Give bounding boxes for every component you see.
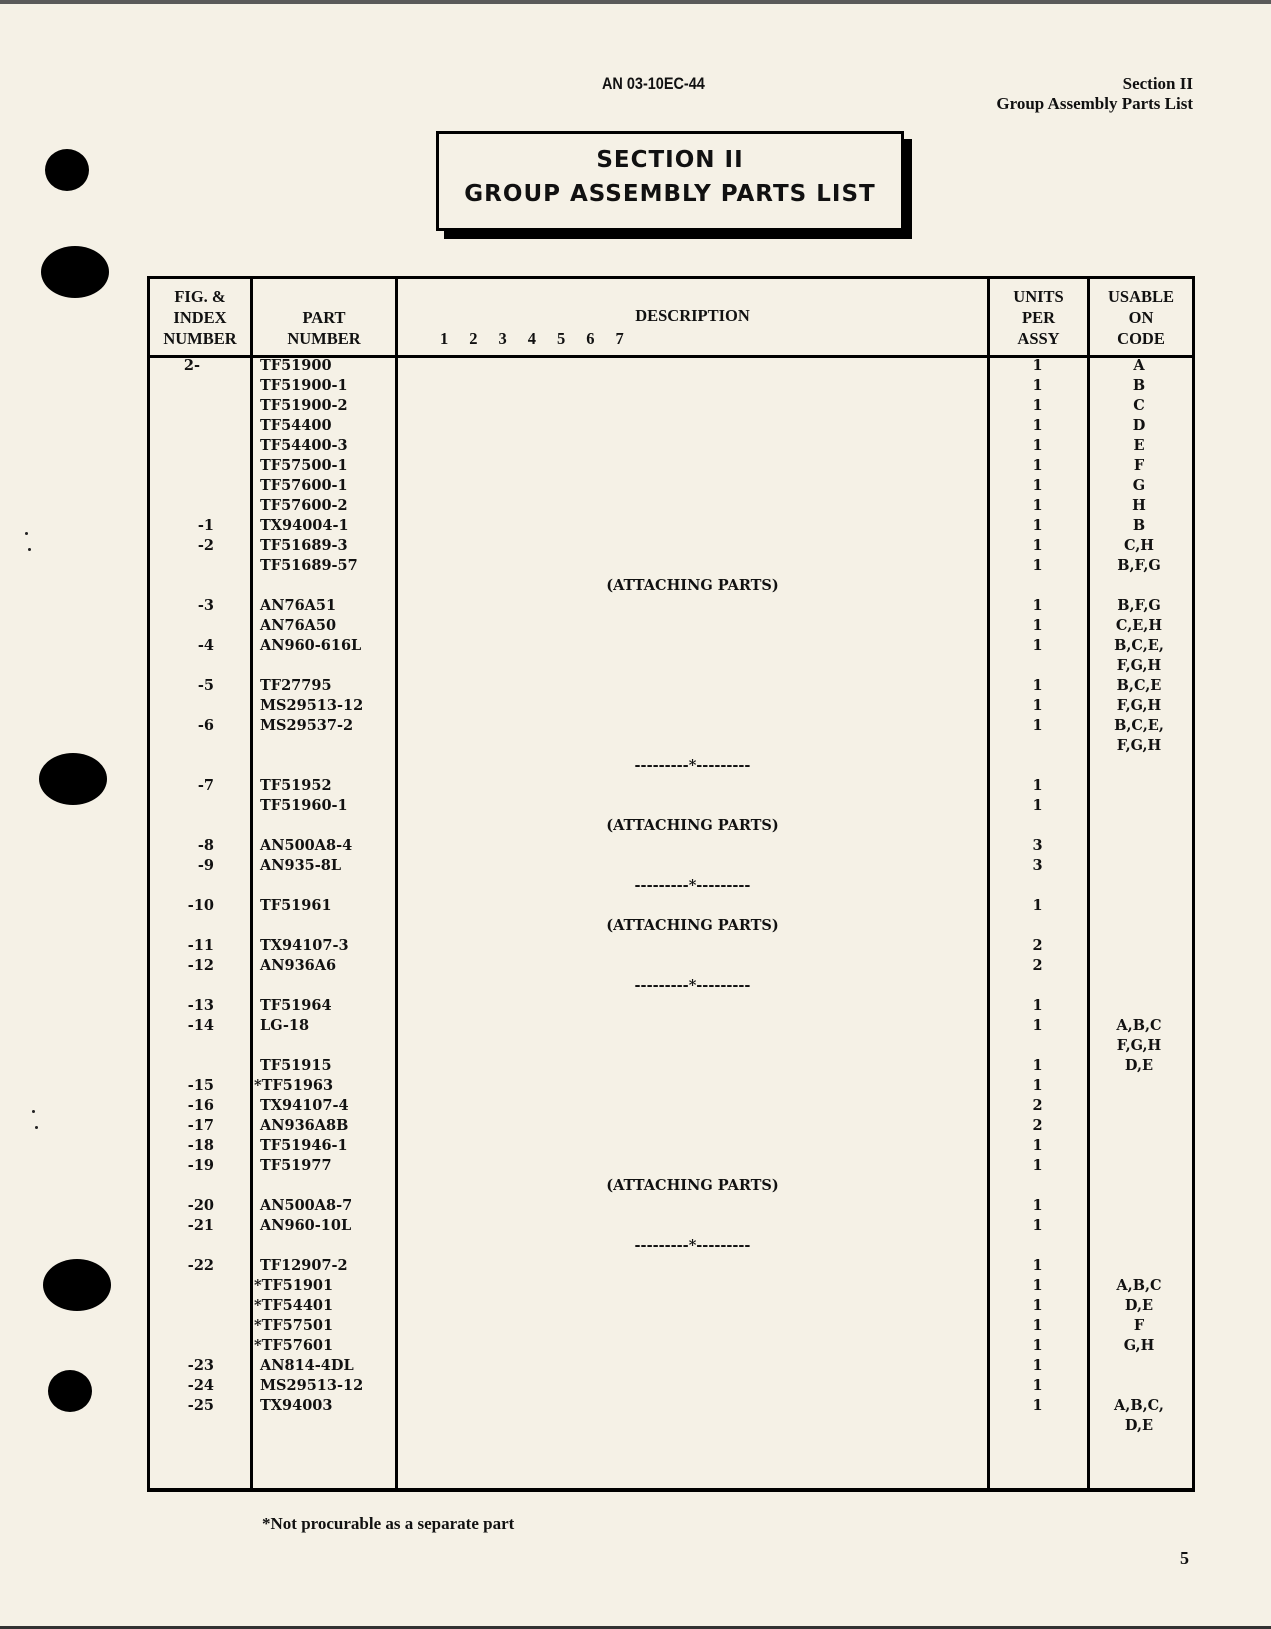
- header-text: NUMBER: [163, 329, 237, 348]
- index-number: -12: [187, 957, 214, 974]
- units-per-assy: 1: [1032, 557, 1043, 574]
- scan-top-edge: [0, 0, 1271, 4]
- part-number: *TF51963: [254, 1077, 334, 1094]
- table-row: [150, 436, 1192, 456]
- usable-on-code: H: [1132, 497, 1146, 514]
- index-number: -15: [187, 1077, 214, 1094]
- usable-on-code: A,B,C: [1116, 1017, 1162, 1034]
- separator-line: ---------*---------: [634, 977, 751, 994]
- scan-speck: [35, 1126, 38, 1129]
- units-per-assy: 1: [1032, 1257, 1043, 1274]
- binder-hole-icon: [43, 1259, 111, 1311]
- separator-row: [150, 1236, 1192, 1256]
- units-per-assy: 1: [1032, 897, 1043, 914]
- section-label: Section II: [1122, 74, 1193, 93]
- table-row: [150, 416, 1192, 436]
- header-text: USABLE: [1107, 287, 1175, 306]
- table-row: [150, 1336, 1192, 1356]
- units-per-assy: 2: [1032, 957, 1043, 974]
- part-number: TF51915: [260, 1057, 332, 1074]
- table-row: [150, 396, 1192, 416]
- units-per-assy: 1: [1032, 677, 1043, 694]
- table-row: [150, 936, 1192, 956]
- table-row: [150, 476, 1192, 496]
- title-line-1: SECTION II: [596, 147, 744, 173]
- attaching-parts-note: [150, 1176, 1192, 1196]
- part-number: AN960-616L: [260, 637, 362, 654]
- units-per-assy: 1: [1032, 1357, 1043, 1374]
- index-number: -19: [187, 1157, 214, 1174]
- table-row: [150, 736, 1192, 756]
- usable-on-code: F,G,H: [1116, 1037, 1162, 1054]
- attaching-parts-label: (ATTACHING PARTS): [606, 1177, 779, 1194]
- index-number: -6: [197, 717, 214, 734]
- units-per-assy: 1: [1032, 637, 1043, 654]
- table-row: [150, 836, 1192, 856]
- table-row: [150, 896, 1192, 916]
- attaching-parts-label: (ATTACHING PARTS): [606, 817, 779, 834]
- usable-on-code: B: [1132, 377, 1146, 394]
- index-number: -18: [187, 1137, 214, 1154]
- table-row: [150, 1096, 1192, 1116]
- part-number: AN960-10L: [260, 1217, 352, 1234]
- table-row: [150, 796, 1192, 816]
- header-text: INDEX: [173, 308, 227, 327]
- units-per-assy: 1: [1032, 697, 1043, 714]
- table-row: [150, 716, 1192, 736]
- separator-line: ---------*---------: [634, 757, 751, 774]
- part-number: MS29513-12: [260, 1377, 364, 1394]
- table-row: [150, 616, 1192, 636]
- units-per-assy: 1: [1032, 597, 1043, 614]
- index-number: -5: [197, 677, 214, 694]
- table-row: [150, 536, 1192, 556]
- part-number: TF57600-2: [260, 497, 348, 514]
- table-row: [150, 556, 1192, 576]
- header-description: [398, 279, 987, 355]
- table-row: [150, 656, 1192, 676]
- index-number: -24: [187, 1377, 214, 1394]
- units-per-assy: 1: [1032, 437, 1043, 454]
- table-row: [150, 856, 1192, 876]
- indent-level: 1: [440, 329, 449, 348]
- units-per-assy: 3: [1032, 837, 1043, 854]
- units-per-assy: 1: [1032, 997, 1043, 1014]
- index-number: -3: [197, 597, 214, 614]
- table-row: [150, 1116, 1192, 1136]
- units-per-assy: 1: [1032, 537, 1043, 554]
- table-row: [150, 1296, 1192, 1316]
- table-row: [150, 1156, 1192, 1176]
- usable-on-code: G: [1132, 477, 1146, 494]
- table-row: [150, 676, 1192, 696]
- attaching-parts-note: [150, 816, 1192, 836]
- units-per-assy: 1: [1032, 1157, 1043, 1174]
- units-per-assy: 1: [1032, 1017, 1043, 1034]
- binder-hole-icon: [48, 1370, 92, 1412]
- indent-level: 5: [557, 329, 566, 348]
- units-per-assy: 1: [1032, 1297, 1043, 1314]
- units-per-assy: 3: [1032, 857, 1043, 874]
- units-per-assy: 1: [1032, 477, 1043, 494]
- table-row: [150, 1016, 1192, 1036]
- part-number: TF12907-2: [260, 1257, 348, 1274]
- part-number: TF54400: [260, 417, 332, 434]
- attaching-parts-note: [150, 576, 1192, 596]
- part-number: AN935-8L: [260, 857, 342, 874]
- part-number: TX94004-1: [260, 517, 349, 534]
- usable-on-code: C: [1133, 397, 1145, 414]
- units-per-assy: 1: [1032, 1377, 1043, 1394]
- usable-on-code: D,E: [1124, 1417, 1154, 1434]
- table-row: [150, 376, 1192, 396]
- usable-on-code: B,C,E,: [1114, 717, 1164, 734]
- indent-level: 7: [615, 329, 624, 348]
- index-number: -23: [187, 1357, 214, 1374]
- index-number: -22: [187, 1257, 214, 1274]
- part-number: *TF57601: [254, 1337, 334, 1354]
- header-text: UNITS: [1013, 287, 1064, 306]
- table-row: [150, 516, 1192, 536]
- usable-on-code: F: [1133, 457, 1145, 474]
- table-row: [150, 456, 1192, 476]
- part-number: TF57500-1: [260, 457, 348, 474]
- usable-on-code: B,F,G: [1117, 597, 1161, 614]
- table-row: [150, 1396, 1192, 1416]
- usable-on-code: B,C,E: [1116, 677, 1162, 694]
- header-index-number: [150, 279, 250, 355]
- attaching-parts-label: (ATTACHING PARTS): [606, 577, 779, 594]
- usable-on-code: B: [1132, 517, 1146, 534]
- part-number: TF57600-1: [260, 477, 348, 494]
- header-text: PART: [302, 308, 346, 327]
- units-per-assy: 1: [1032, 1077, 1043, 1094]
- usable-on-code: B,F,G: [1117, 557, 1161, 574]
- units-per-assy: 1: [1032, 417, 1043, 434]
- table-row: [150, 696, 1192, 716]
- part-number: TF51900-1: [260, 377, 348, 394]
- units-per-assy: 2: [1032, 1097, 1043, 1114]
- scan-speck: [28, 548, 31, 551]
- units-per-assy: 1: [1032, 797, 1043, 814]
- index-number: -8: [197, 837, 214, 854]
- usable-on-code: G,H: [1123, 1337, 1155, 1354]
- table-row: [150, 356, 1192, 376]
- part-number: AN500A8-7: [260, 1197, 353, 1214]
- part-number: TF51977: [260, 1157, 332, 1174]
- table-row: [150, 1316, 1192, 1336]
- units-per-assy: 1: [1032, 497, 1043, 514]
- attaching-parts-note: [150, 916, 1192, 936]
- part-number: TX94107-3: [260, 937, 349, 954]
- indent-level-numbers: [440, 328, 987, 349]
- units-per-assy: 1: [1032, 617, 1043, 634]
- part-number: TF54400-3: [260, 437, 348, 454]
- index-number: 2-: [183, 357, 200, 374]
- part-number: TF51952: [260, 777, 332, 794]
- table-row: [150, 1036, 1192, 1056]
- part-number: *TF54401: [254, 1297, 334, 1314]
- header-text: ON: [1128, 308, 1154, 327]
- parts-list-table: [147, 276, 1195, 1492]
- usable-on-code: A,B,C,: [1114, 1397, 1164, 1414]
- index-number: -11: [187, 937, 214, 954]
- index-number: -9: [197, 857, 214, 874]
- units-per-assy: 1: [1032, 357, 1043, 374]
- header-part-number: [253, 279, 395, 355]
- part-number: TF51689-3: [260, 537, 348, 554]
- table-row: [150, 956, 1192, 976]
- units-per-assy: 1: [1032, 1277, 1043, 1294]
- attaching-parts-label: (ATTACHING PARTS): [606, 917, 779, 934]
- usable-on-code: F,G,H: [1116, 737, 1162, 754]
- scan-speck: [25, 532, 28, 535]
- indent-level: 2: [469, 329, 478, 348]
- index-number: -4: [197, 637, 214, 654]
- title-line-2: GROUP ASSEMBLY PARTS LIST: [464, 181, 876, 207]
- table-row: [150, 1056, 1192, 1076]
- part-number: TF51689-57: [260, 557, 358, 574]
- units-per-assy: 1: [1032, 1217, 1043, 1234]
- units-per-assy: 1: [1032, 1057, 1043, 1074]
- header-text: PER: [1022, 308, 1055, 327]
- table-row: [150, 1136, 1192, 1156]
- usable-on-code: A,B,C: [1116, 1277, 1162, 1294]
- usable-on-code: D: [1132, 417, 1146, 434]
- usable-on-code: C,H: [1123, 537, 1155, 554]
- part-number: AN76A51: [260, 597, 337, 614]
- header-usable-on-code: [1090, 279, 1192, 355]
- separator-line: ---------*---------: [634, 877, 751, 894]
- binder-hole-icon: [39, 753, 107, 805]
- table-row: [150, 1276, 1192, 1296]
- index-number: -17: [187, 1117, 214, 1134]
- table-row: [150, 1356, 1192, 1376]
- usable-on-code: E: [1133, 437, 1145, 454]
- usable-on-code: C,E,H: [1115, 617, 1163, 634]
- binder-hole-icon: [45, 149, 89, 191]
- part-number: AN814-4DL: [260, 1357, 354, 1374]
- table-row: [150, 496, 1192, 516]
- part-number: TF51900-2: [260, 397, 348, 414]
- indent-level: 6: [586, 329, 595, 348]
- part-number: TX94107-4: [260, 1097, 349, 1114]
- binder-hole-icon: [41, 246, 109, 298]
- index-number: -21: [187, 1217, 214, 1234]
- index-number: -13: [187, 997, 214, 1014]
- page-number: 5: [1180, 1548, 1189, 1568]
- running-header: [996, 74, 1193, 114]
- part-number: AN76A50: [260, 617, 337, 634]
- index-number: -16: [187, 1097, 214, 1114]
- index-number: -2: [197, 537, 214, 554]
- header-text: DESCRIPTION: [635, 306, 750, 325]
- table-row: [150, 1076, 1192, 1096]
- part-number: *TF57501: [254, 1317, 334, 1334]
- section-title-box: [436, 131, 904, 231]
- units-per-assy: 1: [1032, 517, 1043, 534]
- usable-on-code: F,G,H: [1116, 697, 1162, 714]
- part-number: TX94003: [260, 1397, 333, 1414]
- units-per-assy: 1: [1032, 717, 1043, 734]
- part-number: TF51960-1: [260, 797, 348, 814]
- table-row: [150, 596, 1192, 616]
- usable-on-code: D,E: [1124, 1057, 1154, 1074]
- header-text: ASSY: [1017, 329, 1060, 348]
- section-title: Group Assembly Parts List: [996, 94, 1193, 113]
- units-per-assy: 1: [1032, 777, 1043, 794]
- table-row: [150, 996, 1192, 1016]
- table-row: [150, 1376, 1192, 1396]
- part-number: *TF51901: [254, 1277, 334, 1294]
- header-text: NUMBER: [287, 329, 361, 348]
- index-number: -10: [187, 897, 214, 914]
- part-number: TF51964: [260, 997, 332, 1014]
- part-number: TF51961: [260, 897, 332, 914]
- table-row: [150, 1256, 1192, 1276]
- usable-on-code: A: [1133, 357, 1145, 374]
- indent-level: 4: [527, 329, 536, 348]
- footnote: *Not procurable as a separate part: [262, 1514, 515, 1533]
- units-per-assy: 1: [1032, 1337, 1043, 1354]
- header-text: FIG. &: [174, 287, 226, 306]
- usable-on-code: F: [1133, 1317, 1145, 1334]
- separator-row: [150, 756, 1192, 776]
- usable-on-code: D,E: [1124, 1297, 1154, 1314]
- table-row: [150, 776, 1192, 796]
- header-units-per-assy: [990, 279, 1087, 355]
- part-number: MS29513-12: [260, 697, 364, 714]
- document-number: AN 03-10EC-44: [602, 74, 705, 93]
- units-per-assy: 1: [1032, 377, 1043, 394]
- units-per-assy: 1: [1032, 397, 1043, 414]
- separator-row: [150, 876, 1192, 896]
- units-per-assy: 2: [1032, 1117, 1043, 1134]
- table-row: [150, 636, 1192, 656]
- table-row: [150, 1216, 1192, 1236]
- part-number: AN500A8-4: [260, 837, 353, 854]
- separator-row: [150, 976, 1192, 996]
- part-number: AN936A8B: [260, 1117, 349, 1134]
- index-number: -20: [187, 1197, 214, 1214]
- index-number: -25: [187, 1397, 214, 1414]
- scan-speck: [32, 1110, 35, 1113]
- separator-line: ---------*---------: [634, 1237, 751, 1254]
- units-per-assy: 1: [1032, 457, 1043, 474]
- index-number: -1: [197, 517, 214, 534]
- units-per-assy: 1: [1032, 1137, 1043, 1154]
- index-number: -7: [197, 777, 214, 794]
- units-per-assy: 1: [1032, 1397, 1043, 1414]
- part-number: TF51900: [260, 357, 332, 374]
- part-number: TF51946-1: [260, 1137, 348, 1154]
- units-per-assy: 1: [1032, 1317, 1043, 1334]
- index-number: -14: [187, 1017, 214, 1034]
- indent-level: 3: [498, 329, 507, 348]
- part-number: AN936A6: [260, 957, 337, 974]
- part-number: TF27795: [260, 677, 332, 694]
- part-number: MS29537-2: [260, 717, 354, 734]
- header-text: CODE: [1117, 329, 1165, 348]
- units-per-assy: 2: [1032, 937, 1043, 954]
- table-row: [150, 1196, 1192, 1216]
- table-row: [150, 1416, 1192, 1436]
- units-per-assy: 1: [1032, 1197, 1043, 1214]
- part-number: LG-18: [260, 1017, 310, 1034]
- usable-on-code: F,G,H: [1116, 657, 1162, 674]
- usable-on-code: B,C,E,: [1114, 637, 1164, 654]
